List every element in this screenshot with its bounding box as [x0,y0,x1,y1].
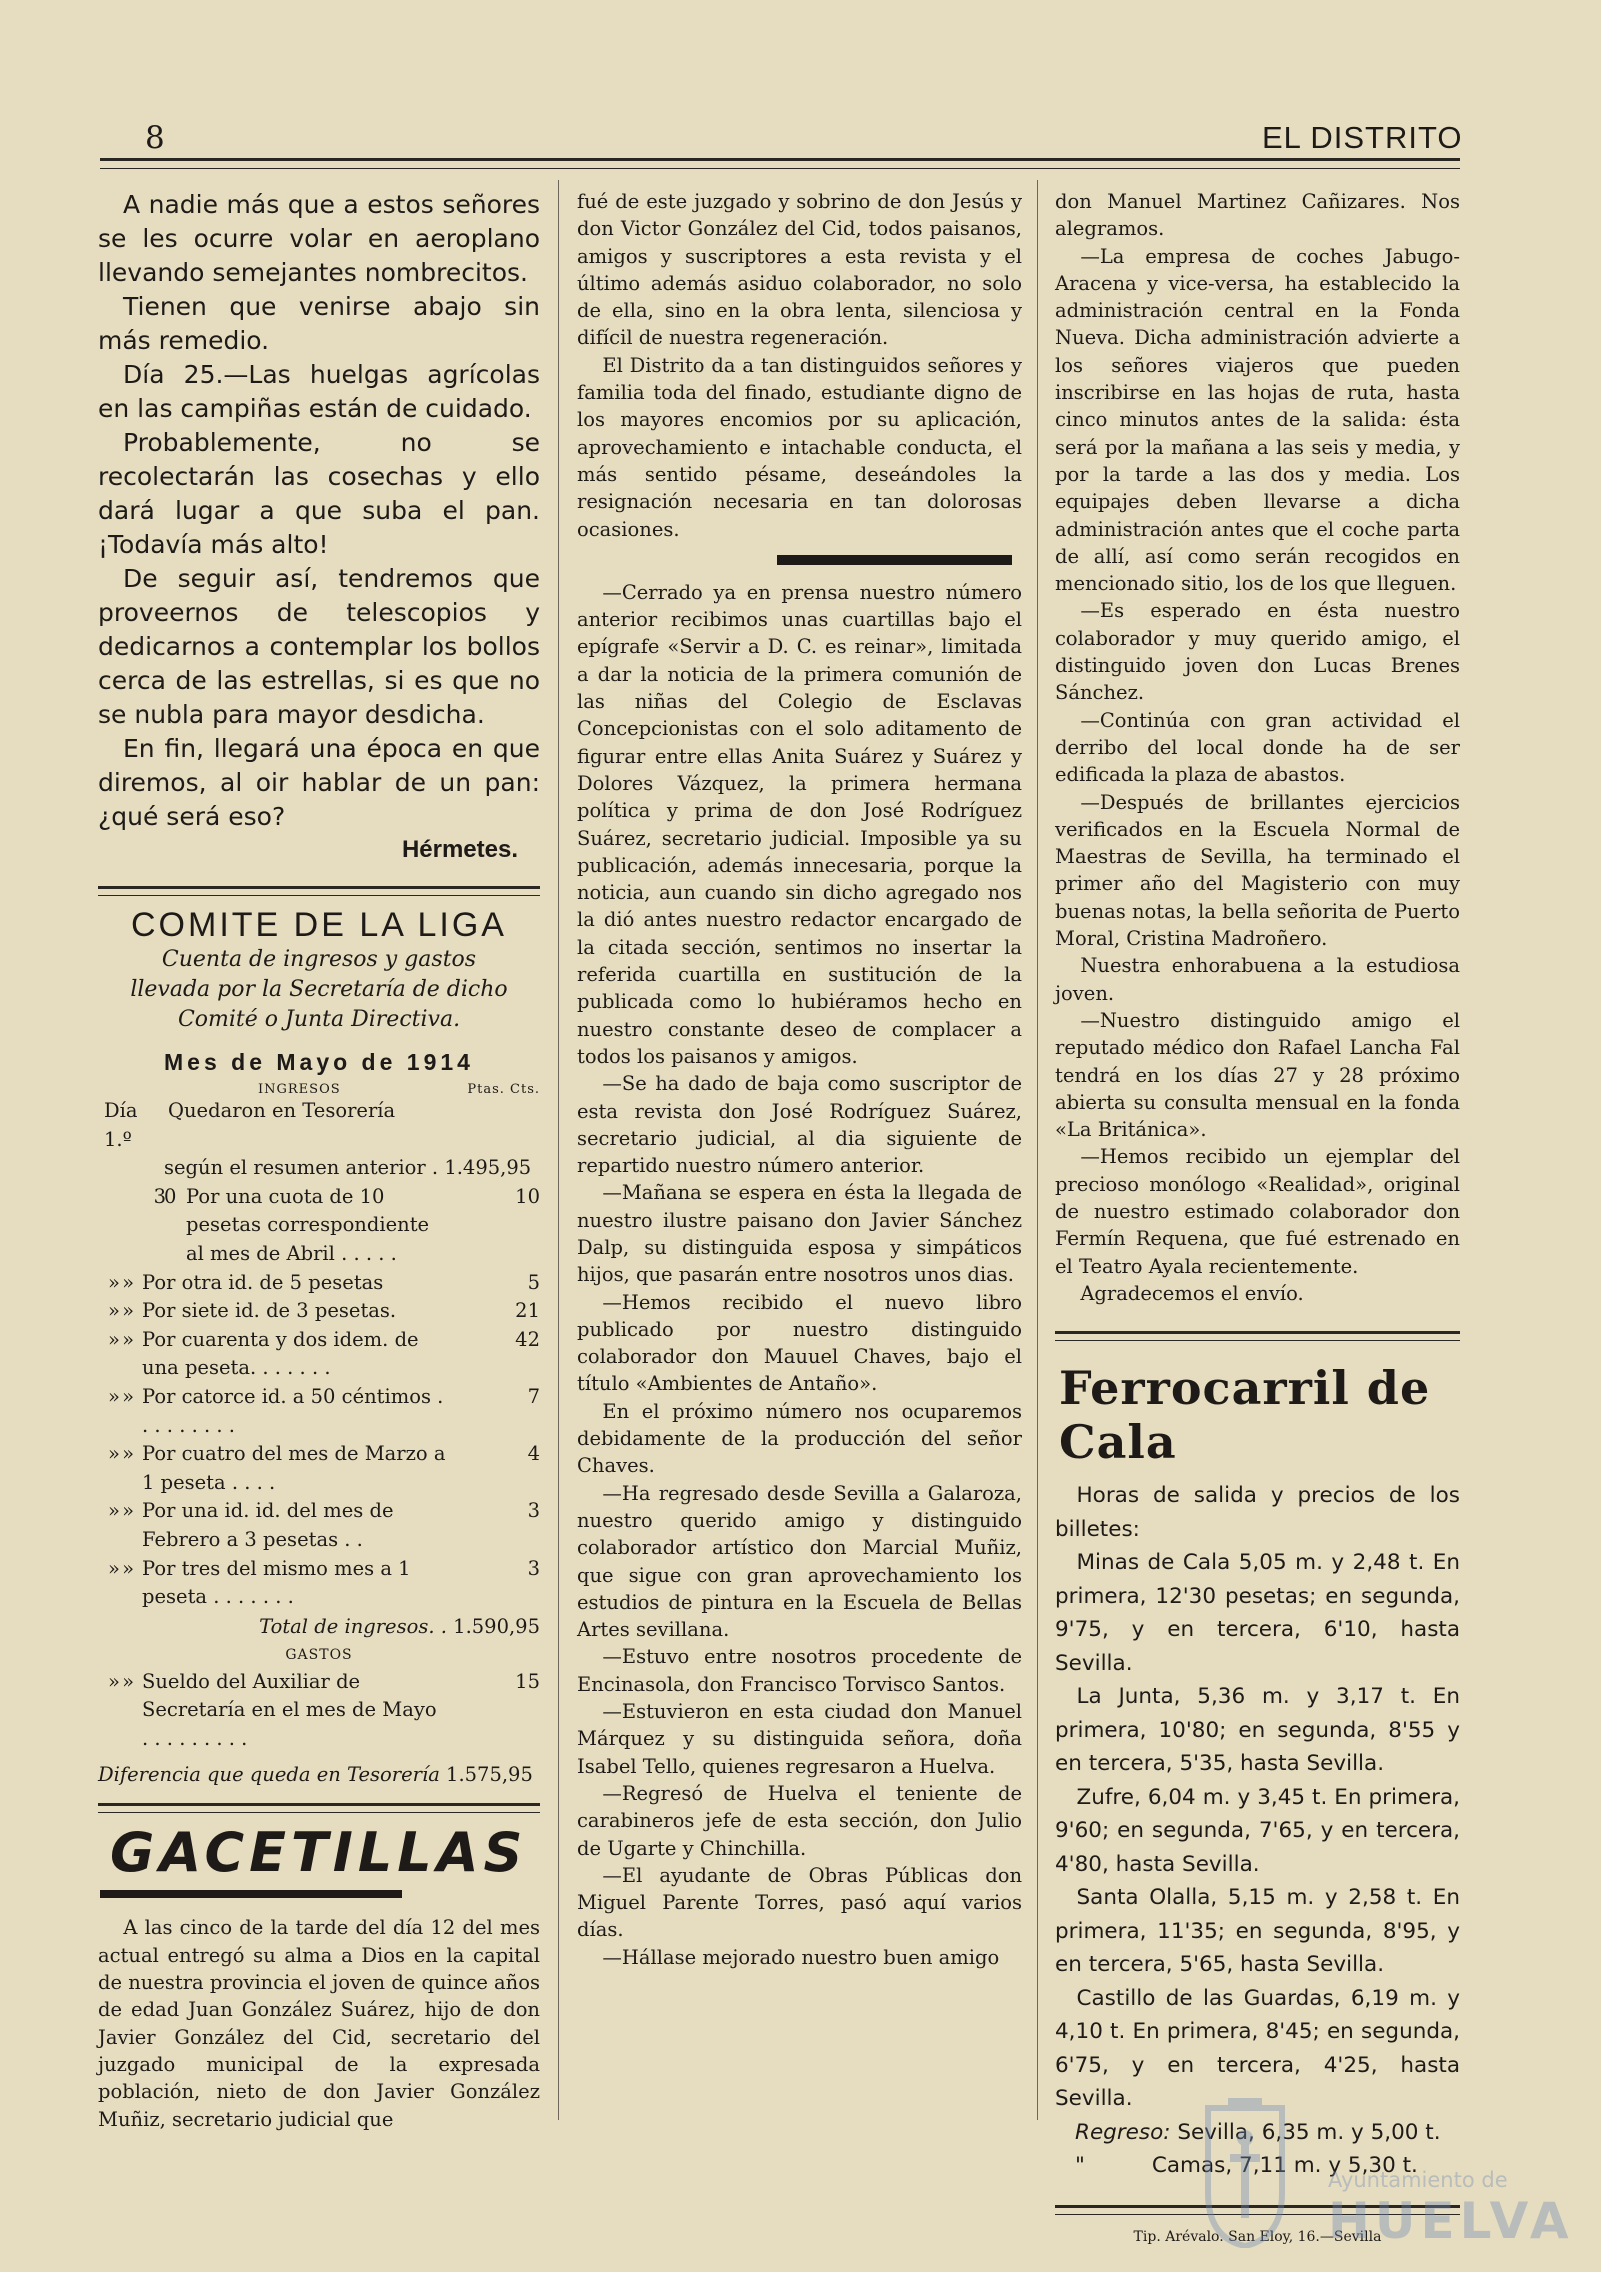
ledger-row [98,1269,540,1298]
ledger-day: Día 1.º [104,1099,138,1151]
gastos-label: GASTOS [285,1646,353,1663]
section-rule [98,886,540,896]
page-number: 8 [145,120,165,156]
ledger-text: Por catorce id. a 50 céntimos . . . . . . . . . [142,1384,444,1437]
ledger-amount: 5 [527,1270,540,1294]
column-1 [98,188,540,2133]
paragraph: —Cerrado ya en prensa nuestro número anterior recibimos unas cuartillas bajo el epígrafe «Servir a D. C. es reinar», limitada a dar la noticia de la primera comunión de las niñas del Colegio de Esclavas Concepcionistas con el solo aditamento de figurar entre ellas Anita Suárez y Suárez y Dolores Vázquez, la primera hermana política y prima de don José Rodríguez Suárez, secretario judicial. Imposible ya su publicación, además innecesaria, porque la noticia, aun cuando sin dicho agregado nos la dió antes nuestro redactor encargado de la citada sección, sentimos no insertar la referida cuartilla en sustitución de la publicada como lo hubiéramos hecho en nuestro constante deseo de complacer a todos los paisanos y amigos. [577,580,1022,1068]
ledger-row [98,1154,540,1183]
paragraph: —Ha regresado desde Sevilla a Galaroza, nuestro querido amigo y distinguido colaborador artístico don Marcial Muñiz, que sigue con gran aprovechamiento los estudios de pintura en la Escuela de Bellas Artes sevillana. [577,1481,1022,1642]
ledger-text: Por siete id. de 3 pesetas. [142,1299,397,1323]
timetable-line: Horas de salida y precios de los billetes: [1055,1483,1460,1542]
ledger-day: » » [107,1556,133,1580]
paragraph: —Hemos recibido el nuevo libro publicado por nuestro distinguido colaborador don Mauuel Chaves, bajo el título «Ambientes de Antaño». [577,1290,1022,1396]
paragraph: —La empresa de coches Jabugo-Aracena y vice-versa, ha establecido la administración central en la Fonda Nueva. Dicha administración advierte a los señores viajeros que pueden inscribirse en las hojas de ruta, hasta cinco minutos antes de la salida: ésta será por la mañana a las seis y media, y por la tarde a las dos y media. Los equipajes deben llevarse a dicha administración antes que el coche parta de allí, así como serán recogidos en mencionado sitio, los de los que lleguen. [1055,244,1460,596]
gacetillas-body [98,1914,540,2132]
paragraph: —Es esperado en ésta nuestro colaborador y muy querido amigo, el distinguido joven don Lucas Brenes Sánchez. [1055,599,1460,705]
ledger-amount: 7 [527,1384,540,1408]
paragraph: —Hemos recibido un ejemplar del precioso monólogo «Realidad», original de nuestro estimado colaborador don Fermín Requena, que fué estrenado en el Teatro Ayala recientemente. [1055,1145,1460,1278]
ledger-row [98,1497,540,1554]
ferrocarril-title: Ferrocarril de Cala [1059,1361,1431,1470]
paragraph: Probablemente, no se recolectarán las cosechas y ello dará lugar a que suba el pan. ¡Todavía más alto! [98,428,540,559]
ledger-day: » » [107,1669,133,1693]
header-rule [100,158,1460,169]
ledger-day: » » [107,1299,133,1323]
timetable-line: La Junta, 5,36 m. y 3,17 t. En primera, 10'80; en segunda, 8'55 y en tercera, 5'35, hasta Sevilla. [1055,1684,1460,1777]
ledger-row [98,1555,540,1612]
ledger-text: Quedaron en Tesorería [168,1099,396,1122]
section-rule [98,1803,540,1813]
difference-label: Diferencia que queda en Tesorería [98,1763,440,1787]
ledger-amount: 10 [515,1184,540,1208]
paragraph: —El ayudante de Obras Públicas don Miguel Parente Torres, pasó aquí varios días. [577,1863,1022,1942]
paragraph: Día 25.—Las huelgas agrícolas en las campiñas están de cuidado. [98,360,540,423]
column-2 [577,188,1022,1971]
paragraph: —Estuvieron en esta ciudad don Manuel Márquez y su distinguida señora, doña Isabel Tello, quienes regresaron a Huelva. [577,1700,1022,1778]
ledger-day: » » [107,1442,133,1466]
ledger-text: Por otra id. de 5 pesetas [142,1270,384,1294]
ledger-row [98,1183,540,1269]
regreso-value: Sevilla, 6,35 m. y 5,00 t. [1177,2119,1441,2145]
ledger-amount: 4 [527,1442,540,1466]
paragraph: A las cinco de la tarde del día 12 del mes actual entregó su alma a Dios en la capital de nuestra provincia el joven de quince años de edad Juan González Suárez, hijo de don Javier González del Cid, secretario del juzgado municipal de la expresada población, nieto de don Javier González Muñiz, secretario judicial que [98,1916,540,2131]
watermark-text: HUELVA [1328,2192,1574,2250]
timetable-line: Castillo de las Guardas, 6,19 m. y 4,10 t. En primera, 8'45; en segunda, 6'75, y en tercera, 4'25, hasta Sevilla. [1055,1985,1460,2112]
regreso-value: Camas, 7,11 m. y 5,30 t. [1151,2153,1418,2179]
paragraph: —Regresó de Huelva el teniente de carabineros jefe de esta sección, don Julio de Ugarte y Chinchilla. [577,1781,1022,1860]
section-rule [1055,1331,1460,1341]
ledger-row [98,1297,540,1326]
paragraph: —Continúa con gran actividad el derribo del local donde ha de ser edificada la plaza de abastos. [1055,708,1460,787]
title-underline [100,1890,402,1898]
paragraph: fué de este juzgado y sobrino de don Jesús y don Victor González del Cid, todos paisanos, amigos y suscriptores a esta revista y el último además asiduo colaborador, no solo de ella, sino en la obra lenta, silenciosa y difícil de nuestra regeneración. [577,190,1022,350]
column-divider [1037,180,1038,2120]
ledger-table [98,1097,540,1791]
paragraph: —Hállase mejorado nuestro buen amigo [602,1945,1000,1969]
comite-subtitle: Cuenta de ingresos y gastos [161,947,477,972]
ledger-text: Sueldo del Auxiliar de Secretaría en el mes de Mayo . . . . . . . . . [142,1669,437,1750]
separator-bar [777,555,1012,565]
ledger-amount: 21 [515,1299,540,1323]
ledger-row [98,1383,540,1440]
ledger-text: Por cuarenta y dos idem. de una peseta. . . . . . . [142,1327,419,1380]
ledger-day: » » [107,1327,133,1351]
timetable-line: Zufre, 6,04 m. y 3,45 t. En primera, 9'60; en segunda, 7'65, y en tercera, 4'80, hasta Sevilla. [1055,1784,1460,1877]
comite-title: COMITE DE LA LIGA [131,906,507,944]
ledger-amount: 42 [515,1327,540,1351]
difference-value: 1.575,95 [446,1763,533,1787]
signature: Hérmetes. [401,836,518,863]
amount-header: Ptas. Cts. [467,1082,540,1097]
paragraph: De seguir así, tendremos que proveernos de telescopios y dedicarnos a contemplar los bollos cerca de las estrellas, si es que no se nubla para mayor desdicha. [98,564,540,729]
ledger-total [98,1612,540,1642]
printer-imprint: Tip. Arévalo. San Eloy, 16.—Sevilla [1133,2228,1382,2245]
paragraph: El Distrito da a tan distinguidos señores y familia toda del finado, estudiante digno de los mayores encomios por su aplicación, aprovechamiento e intachable conducta, el más sentido pésame, deseándoles la resignación necesaria en tan dolorosas ocasiones. [577,353,1022,541]
ledger-amount: 3 [527,1556,540,1580]
watermark [1200,2098,1574,2250]
ingresos-label: INGRESOS [258,1082,341,1097]
paragraph: —Después de brillantes ejercicios verificados en la Escuela Normal de Maestras de Sevilla, ha terminado el primer año del Magisterio con muy buenas notas, la bella señorita de Puerto Moral, Cristina Madroñero. [1055,790,1460,951]
paragraph: En fin, llegará una época en que diremos, al oir hablar de un pan: ¿qué será eso? [98,734,540,831]
ledger-difference [98,1759,540,1791]
ledger-amount: 3 [527,1499,540,1523]
ledger-header [98,1082,540,1097]
timetable [1055,1479,1460,2183]
ledger-text: según el resumen anterior . 1.495,95 [164,1156,532,1180]
ledger-text: Por una cuota de 10 pesetas correspondiente al mes de Abril . . . . . [186,1184,430,1265]
coat-of-arms-icon [1200,2098,1290,2248]
watermark-text: Ayuntamiento de [1328,2168,1508,2192]
article-continuation [98,188,540,834]
paragraph: —Estuvo entre nosotros procedente de Encinasola, don Francisco Torvisco Santos. [577,1645,1022,1696]
total-value: 1.590,95 [453,1614,540,1638]
paragraph: A nadie más que a estos señores se les ocurre volar en aeroplano llevando semejantes nombrecitos. [98,190,540,287]
ledger-amount: 15 [515,1669,540,1693]
gacetillas-title: GACETILLAS [110,1821,528,1885]
ledger-row [98,1326,540,1383]
ledger-row [98,1440,540,1497]
column-divider [558,180,559,2120]
column-3 [1055,188,1460,2245]
paragraph: Nuestra enhorabuena a la estudiosa joven. [1055,954,1460,1005]
timetable-line: Minas de Cala 5,05 m. y 2,48 t. En primera, 12'30 pesetas; en segunda, 9'75, y en tercera, 6'10, hasta Sevilla. [1055,1550,1460,1676]
paragraph: Agradecemos el envío. [1080,1281,1304,1305]
timetable-line: Santa Olalla, 5,15 m. y 2,58 t. En primera, 11'35; en segunda, 8'95, y en tercera, 5'65, hasta Sevilla. [1055,1885,1460,1978]
paragraph: don Manuel Martinez Cañizares. Nos alegramos. [1055,190,1460,241]
ledger-day: » » [107,1384,133,1408]
ledger-day: 30 [153,1184,175,1208]
total-label: Total de ingresos. . [259,1614,447,1638]
paragraph: —Nuestro distinguido amigo el reputado médico don Rafael Lancha Fal tendrá en los días 27 y 28 próximo abierta su consulta mensual en la fonda «La Británica». [1055,1008,1460,1142]
ledger-text: Por tres del mismo mes a 1 peseta . . . . . . . [142,1556,411,1609]
ditto-mark: " [1075,2153,1085,2179]
regreso-label: Regreso: [1075,2119,1171,2145]
paragraph: Tienen que venirse abajo sin más remedio. [98,292,540,355]
ledger-day: » » [107,1270,133,1294]
comite-subtitle: llevada por la Secretaría de dicho Comité o Junta Directiva. [130,977,508,1032]
ledger-text: Por cuatro del mes de Marzo a 1 peseta . . . . [142,1442,446,1494]
paragraph: —Mañana se espera en ésta la llegada de nuestro ilustre paisano don Javier Sánchez Dalp, su distinguida esposa y simpáticos hijos, que pasarán entre nosotros unos dias. [577,1181,1022,1287]
ledger-text: Por una id. id. del mes de Febrero a 3 pesetas . . [142,1499,394,1551]
ledger-amount [448,1097,540,1154]
masthead: EL DISTRITO [1262,120,1463,155]
ledger-month: Mes de Mayo de 1914 [164,1049,474,1075]
ledger-day: » » [107,1499,133,1523]
ledger-row [98,1668,540,1754]
ledger-row [98,1097,540,1154]
paragraph: —Se ha dado de baja como suscriptor de esta revista don José Rodríguez Suárez, secretario judicial, al dia siguiente de repartido nuestro número anterior. [577,1072,1022,1178]
paragraph: En el próximo número nos ocuparemos debidamente de la producción del señor Chaves. [577,1399,1022,1478]
